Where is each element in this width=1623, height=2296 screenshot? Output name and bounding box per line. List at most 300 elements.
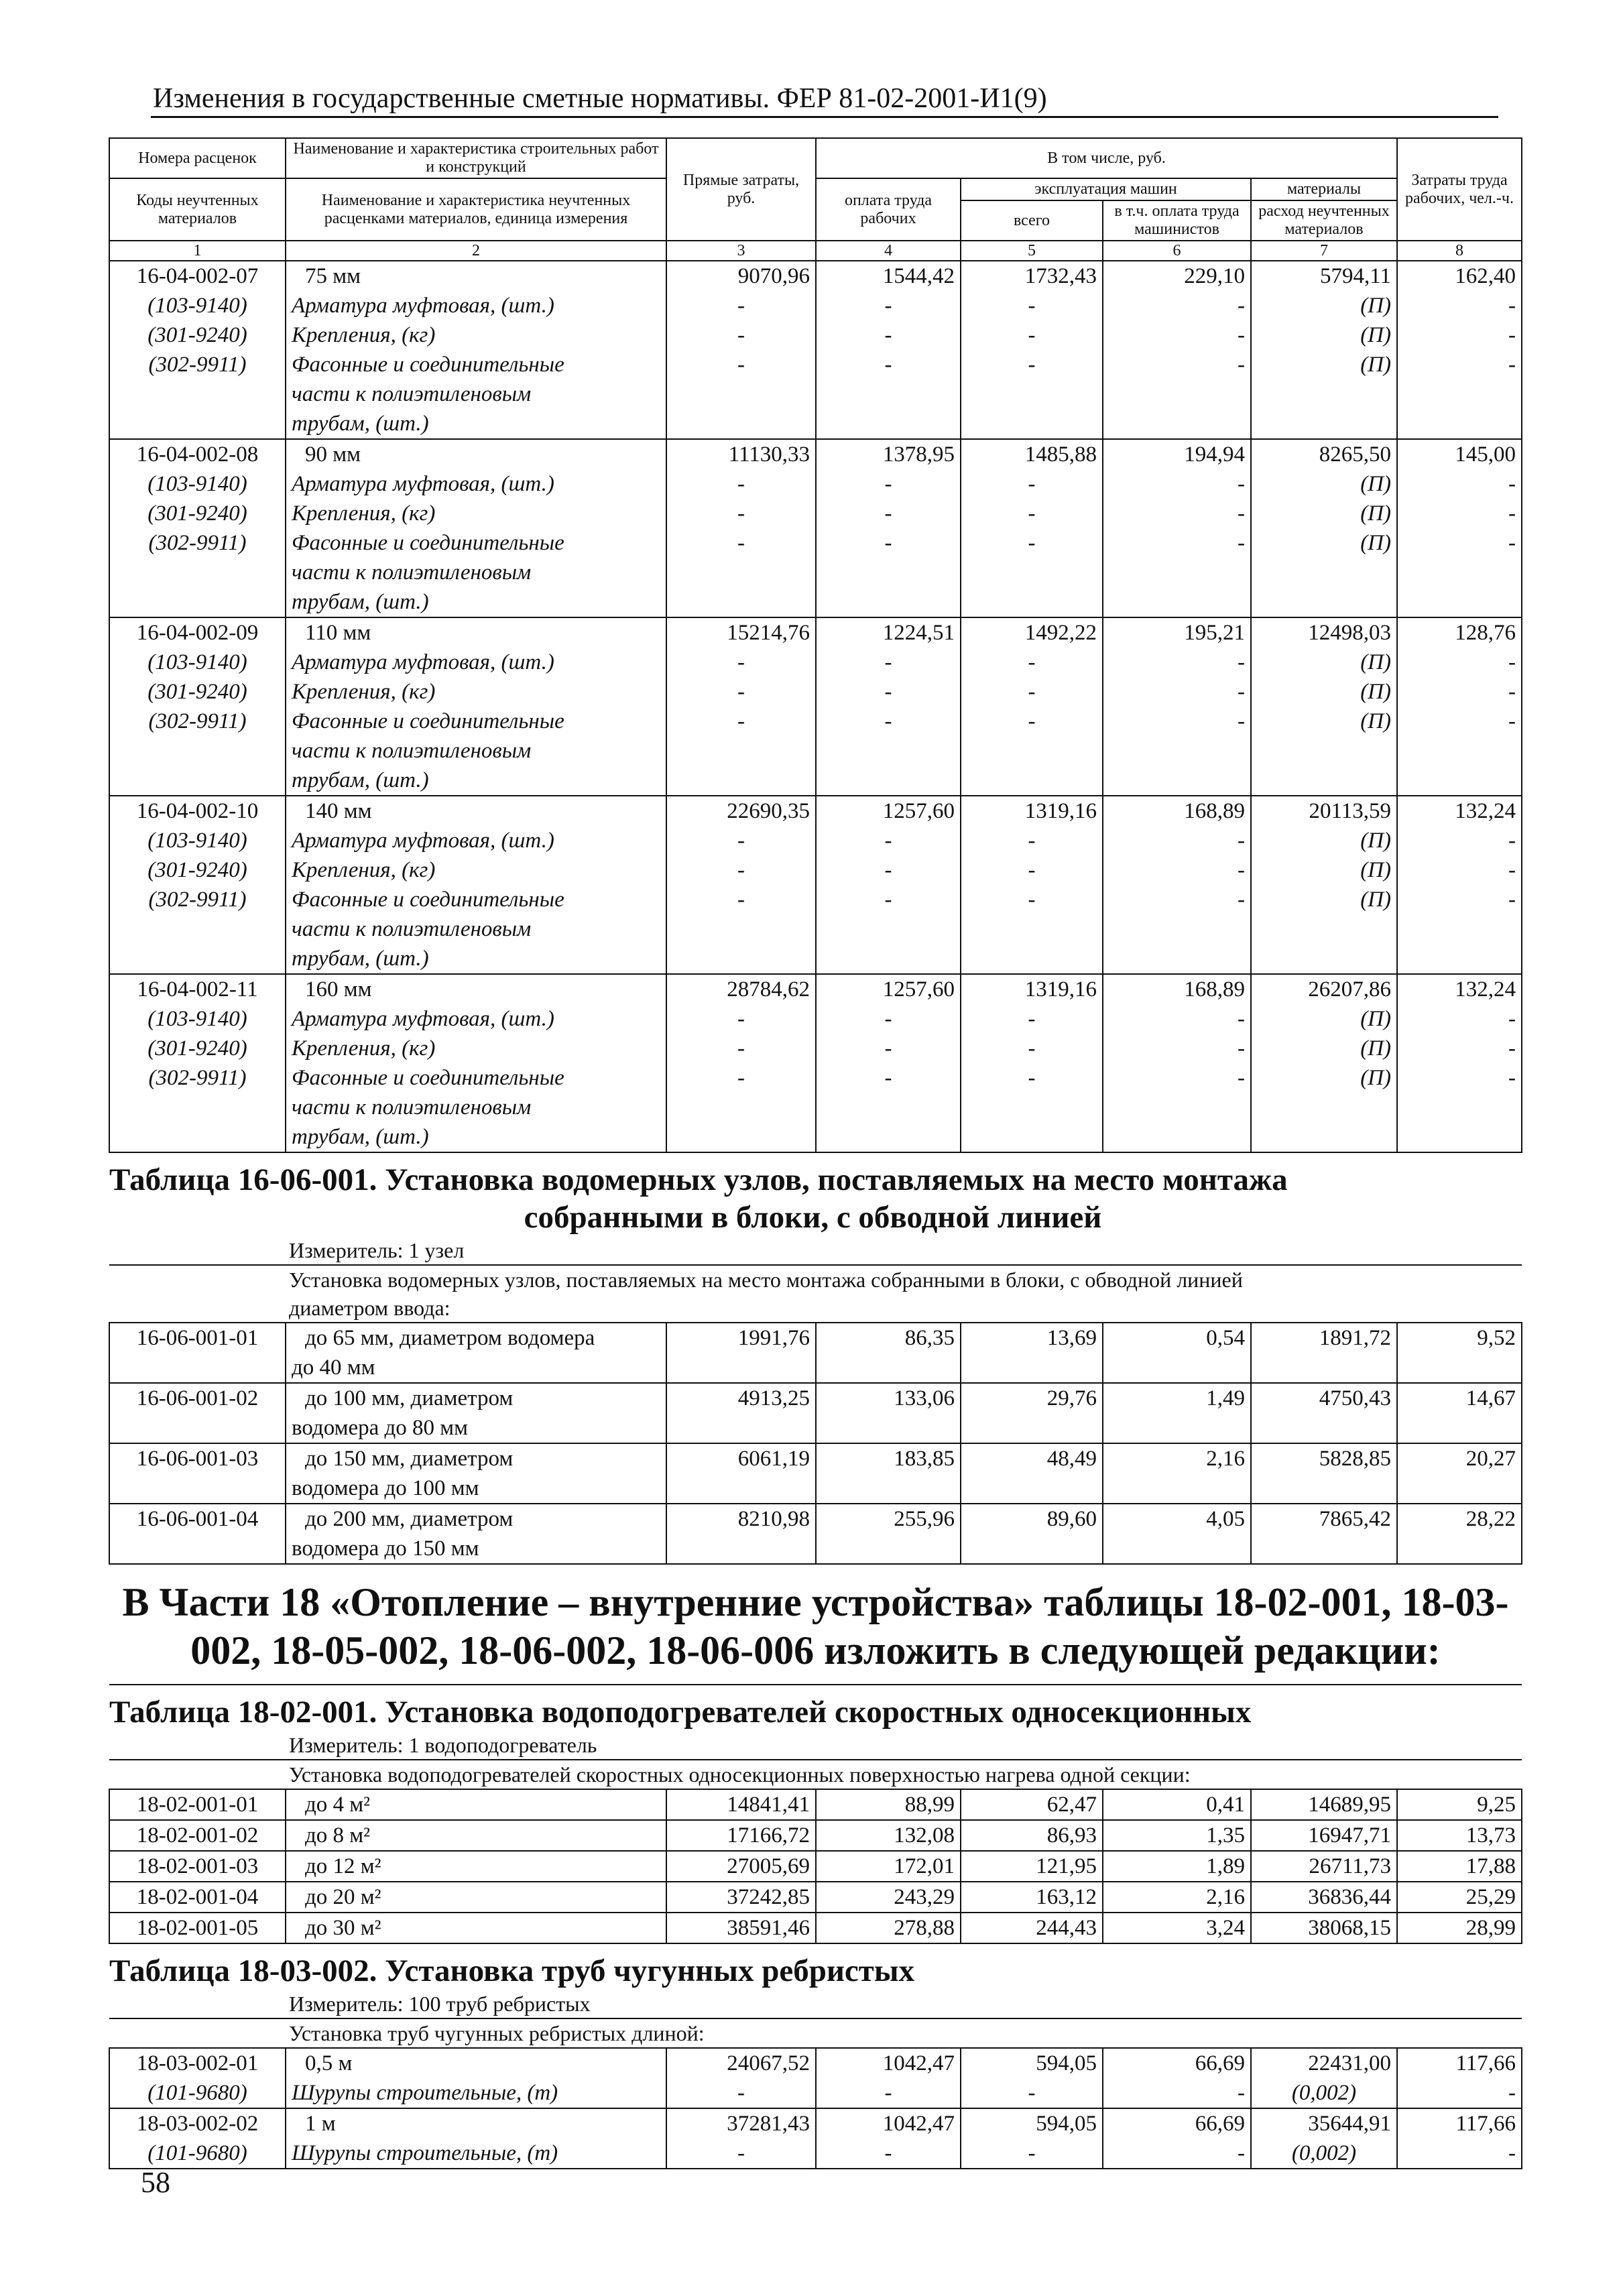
material-code: (103-9140): [109, 469, 286, 499]
worker-pay: 86,35: [816, 1323, 961, 1383]
table-header: [109, 138, 1522, 261]
dash: -: [666, 291, 816, 320]
materials: 4750,43: [1251, 1383, 1397, 1443]
material-name-line: трубам, (шт.): [292, 590, 429, 614]
dash: -: [1103, 707, 1251, 796]
description-line-2: диаметром ввода:: [289, 1296, 450, 1320]
dash: -: [961, 469, 1103, 499]
dash: -: [666, 648, 816, 677]
machinist-pay: 2,16: [1103, 1443, 1251, 1504]
rate-row: [109, 1504, 1522, 1564]
machinist-pay: 4,05: [1103, 1504, 1251, 1564]
worker-pay: 278,88: [816, 1913, 961, 1943]
colnum-8: 8: [1397, 241, 1522, 261]
materials: 7865,42: [1251, 1504, 1397, 1564]
rate-code: 16-04-002-11: [109, 974, 286, 1004]
labor-hours: 25,29: [1397, 1882, 1522, 1913]
colnum-2: 2: [286, 241, 666, 261]
table-title-line-2: собранными в блоки, с обводной линией: [524, 1200, 1102, 1235]
rate-name-line: до 40 мм: [292, 1355, 375, 1380]
machinist-pay: 195,21: [1103, 617, 1251, 648]
material-code: (103-9140): [109, 1004, 286, 1034]
col-direct-costs: Прямые затраты, руб.: [666, 138, 816, 241]
machines-total: 1492,22: [961, 617, 1103, 648]
direct-costs: 28784,62: [666, 974, 816, 1004]
worker-pay: 1042,47: [816, 2048, 961, 2078]
dash: -: [666, 2078, 816, 2108]
rate-name: [286, 1383, 666, 1443]
machines-total: 1319,16: [961, 796, 1103, 826]
material-consumption: (П): [1251, 855, 1397, 885]
material-name: [286, 528, 666, 617]
material-code: (103-9140): [109, 826, 286, 855]
dash: -: [1397, 1004, 1522, 1034]
rate-code: 18-03-002-01: [109, 2048, 286, 2078]
dash: -: [961, 350, 1103, 439]
dash: -: [666, 826, 816, 855]
material-row: [109, 648, 1522, 677]
material-name-line: трубам, (шт.): [292, 412, 429, 436]
rate-row: [109, 2108, 1522, 2138]
worker-pay: 183,85: [816, 1443, 961, 1504]
dash: -: [1397, 350, 1522, 439]
rate-code: 16-06-001-03: [109, 1443, 286, 1504]
table-18-03-002: [109, 1943, 1522, 2048]
materials: 20113,59: [1251, 796, 1397, 826]
rate-name: 160 мм: [286, 974, 666, 1004]
direct-costs: 8210,98: [666, 1504, 816, 1564]
dash: -: [666, 320, 816, 350]
material-consumption: (0,002): [1251, 2138, 1397, 2169]
machines-total: 1485,88: [961, 439, 1103, 469]
rate-name: до 20 м²: [286, 1882, 666, 1913]
material-name-line: трубам, (шт.): [292, 768, 429, 792]
worker-pay: 1378,95: [816, 439, 961, 469]
dash: -: [961, 885, 1103, 974]
rate-row: [109, 439, 1522, 469]
rate-row: [109, 1882, 1522, 1913]
material-name: [286, 1063, 666, 1152]
material-name-line: Фасонные и соединительные: [292, 888, 564, 912]
labor-hours: 20,27: [1397, 1443, 1522, 1504]
material-code: (101-9680): [109, 2138, 286, 2169]
materials: 35644,91: [1251, 2108, 1397, 2138]
dash: -: [1397, 1034, 1522, 1063]
dash: -: [1103, 1063, 1251, 1152]
rate-row: [109, 796, 1522, 826]
material-name-line: Фасонные и соединительные: [292, 1066, 564, 1090]
labor-hours: 17,88: [1397, 1851, 1522, 1882]
material-name: Шурупы строительные, (т): [286, 2138, 666, 2169]
dash: -: [666, 469, 816, 499]
labor-hours: 9,52: [1397, 1323, 1522, 1383]
rate-code: 18-02-001-01: [109, 1789, 286, 1820]
table-description: Установка водоподогревателей скоростных односекционных поверхностью нагрева одной секции:: [109, 1760, 1522, 1789]
machines-total: 48,49: [961, 1443, 1103, 1504]
labor-hours: 132,24: [1397, 974, 1522, 1004]
direct-costs: 37242,85: [666, 1882, 816, 1913]
machinist-pay: 168,89: [1103, 796, 1251, 826]
materials: 22431,00: [1251, 2048, 1397, 2078]
dash: -: [1397, 855, 1522, 885]
material-name: Крепления, (кг): [286, 1034, 666, 1063]
material-row: [109, 885, 1522, 974]
table-description: Установка труб чугунных ребристых длиной:: [109, 2018, 1522, 2048]
material-name: Арматура муфтовая, (шт.): [286, 826, 666, 855]
machinist-pay: 168,89: [1103, 974, 1251, 1004]
worker-pay: 1257,60: [816, 796, 961, 826]
rate-row: [109, 1323, 1522, 1383]
material-code: (301-9240): [109, 499, 286, 528]
dash: -: [1397, 885, 1522, 974]
material-name-line: Фасонные и соединительные: [292, 709, 564, 733]
dash: -: [1397, 826, 1522, 855]
labor-hours: 162,40: [1397, 261, 1522, 291]
labor-hours: 128,76: [1397, 617, 1522, 648]
material-row: [109, 528, 1522, 617]
material-row: [109, 855, 1522, 885]
table-title-line-1: Таблица 16-06-001. Установка водомерных узлов, поставляемых на место монтажа: [109, 1162, 1288, 1197]
direct-costs: 1991,76: [666, 1323, 816, 1383]
machinist-pay: 2,16: [1103, 1882, 1251, 1913]
table-description: [109, 1265, 1522, 1323]
material-row: [109, 320, 1522, 350]
material-name: [286, 350, 666, 439]
dash: -: [816, 350, 961, 439]
labor-hours: 9,25: [1397, 1789, 1522, 1820]
machinist-pay: 1,49: [1103, 1383, 1251, 1443]
machines-total: 1319,16: [961, 974, 1103, 1004]
dash: -: [961, 2138, 1103, 2169]
dash: -: [1103, 469, 1251, 499]
col-material-code: Коды неучтенных материалов: [109, 178, 286, 241]
machinist-pay: 0,54: [1103, 1323, 1251, 1383]
table-16-06-001: [109, 1152, 1522, 1323]
colnum-7: 7: [1251, 241, 1397, 261]
table-16-06-001-rows: [109, 1323, 1522, 1564]
table-title: Таблица 18-03-002. Установка труб чугунных ребристых: [109, 1943, 1522, 1990]
material-code: (302-9911): [109, 528, 286, 617]
rate-name: до 8 м²: [286, 1820, 666, 1851]
dash: -: [1397, 677, 1522, 707]
labor-hours: 145,00: [1397, 439, 1522, 469]
rate-code: 16-04-002-07: [109, 261, 286, 291]
dash: -: [816, 707, 961, 796]
dash: -: [666, 677, 816, 707]
dash: -: [1103, 320, 1251, 350]
dash: -: [961, 528, 1103, 617]
dash: -: [1103, 648, 1251, 677]
material-name: [286, 707, 666, 796]
dash: -: [961, 2078, 1103, 2108]
machinist-pay: 229,10: [1103, 261, 1251, 291]
material-code: (302-9911): [109, 350, 286, 439]
rate-name: 110 мм: [286, 617, 666, 648]
material-consumption: (П): [1251, 1004, 1397, 1034]
material-consumption: (П): [1251, 1063, 1397, 1152]
rate-name: 1 м: [286, 2108, 666, 2138]
machinist-pay: 1,35: [1103, 1820, 1251, 1851]
part-18-line-2: 002, 18-05-002, 18-06-002, 18-06-006 изложить в следующей редакции:: [190, 1628, 1441, 1673]
part-18-line-1: В Части 18 «Отопление – внутренние устройства» таблицы 18-02-001, 18-03-: [122, 1580, 1509, 1624]
material-consumption: (П): [1251, 499, 1397, 528]
rate-row: [109, 1820, 1522, 1851]
page-number: 58: [141, 2166, 170, 2199]
part-18-section: [109, 1564, 1522, 1789]
table-18-02-001-rows: [109, 1789, 1522, 1943]
material-row: [109, 707, 1522, 796]
labor-hours: 28,22: [1397, 1504, 1522, 1564]
measure-unit: Измеритель: 1 узел: [289, 1238, 465, 1262]
dash: -: [1103, 826, 1251, 855]
material-code: (103-9140): [109, 291, 286, 320]
machines-total: 244,43: [961, 1913, 1103, 1943]
col-material-name: Наименование и характеристика неучтенных расценками материалов, единица измерения: [286, 178, 666, 241]
rates-table: [109, 137, 1522, 2169]
dash: -: [961, 648, 1103, 677]
labor-hours: 13,73: [1397, 1820, 1522, 1851]
dash: -: [816, 1063, 961, 1152]
rate-code: 16-06-001-02: [109, 1383, 286, 1443]
material-code: (301-9240): [109, 855, 286, 885]
labor-hours: 132,24: [1397, 796, 1522, 826]
material-row: [109, 499, 1522, 528]
material-consumption: (П): [1251, 291, 1397, 320]
worker-pay: 1042,47: [816, 2108, 961, 2138]
col-material-consumption: расход неучтенных материалов: [1251, 200, 1397, 241]
rate-name-line: до 200 мм, диаметром: [305, 1507, 514, 1531]
material-consumption: (П): [1251, 885, 1397, 974]
dash: -: [1397, 1063, 1522, 1152]
col-worker-pay: оплата труда рабочих: [816, 178, 961, 241]
rate-name: 75 мм: [286, 261, 666, 291]
material-name: Крепления, (кг): [286, 499, 666, 528]
dash: -: [961, 499, 1103, 528]
rate-code: 18-03-002-02: [109, 2108, 286, 2138]
material-code: (301-9240): [109, 320, 286, 350]
dash: -: [1103, 885, 1251, 974]
materials: 36836,44: [1251, 1882, 1397, 1913]
material-name: [286, 885, 666, 974]
materials: 26711,73: [1251, 1851, 1397, 1882]
worker-pay: 243,29: [816, 1882, 961, 1913]
part-18-heading: [109, 1564, 1522, 1685]
dash: -: [666, 707, 816, 796]
direct-costs: 6061,19: [666, 1443, 816, 1504]
material-consumption: (П): [1251, 1034, 1397, 1063]
measure-unit: Измеритель: 100 труб ребристых: [289, 1992, 591, 2016]
rate-code: 18-02-001-04: [109, 1882, 286, 1913]
material-consumption: (П): [1251, 528, 1397, 617]
machines-total: 1732,43: [961, 261, 1103, 291]
worker-pay: 132,08: [816, 1820, 961, 1851]
machines-total: 594,05: [961, 2048, 1103, 2078]
rate-name: [286, 1323, 666, 1383]
rate-row: [109, 1789, 1522, 1820]
rate-code: 18-02-001-05: [109, 1913, 286, 1943]
direct-costs: 22690,35: [666, 796, 816, 826]
worker-pay: 88,99: [816, 1789, 961, 1820]
material-consumption: (П): [1251, 320, 1397, 350]
material-row: [109, 1034, 1522, 1063]
rate-name: [286, 1504, 666, 1564]
col-rate-number: Номера расценок: [109, 138, 286, 178]
material-consumption: (П): [1251, 350, 1397, 439]
material-code: (301-9240): [109, 1034, 286, 1063]
direct-costs: 37281,43: [666, 2108, 816, 2138]
material-name-line: части к полиэтиленовым: [292, 739, 532, 763]
dash: -: [1103, 528, 1251, 617]
worker-pay: 133,06: [816, 1383, 961, 1443]
materials: 12498,03: [1251, 617, 1397, 648]
materials: 1891,72: [1251, 1323, 1397, 1383]
dash: -: [1103, 1034, 1251, 1063]
rate-code: 18-02-001-03: [109, 1851, 286, 1882]
materials: 16947,71: [1251, 1820, 1397, 1851]
dash: -: [816, 1004, 961, 1034]
labor-hours: 117,66: [1397, 2108, 1522, 2138]
rate-row: [109, 1443, 1522, 1504]
direct-costs: 11130,33: [666, 439, 816, 469]
dash: -: [961, 1063, 1103, 1152]
direct-costs: 9070,96: [666, 261, 816, 291]
dash: -: [666, 350, 816, 439]
dash: -: [666, 1004, 816, 1034]
labor-hours: 14,67: [1397, 1383, 1522, 1443]
rate-code: 16-06-001-01: [109, 1323, 286, 1383]
worker-pay: 172,01: [816, 1851, 961, 1882]
material-name-line: части к полиэтиленовым: [292, 382, 532, 406]
material-row: [109, 2078, 1522, 2108]
pipe-rates-block: [109, 261, 1522, 1152]
page-header-title: Изменения в государственные сметные нормативы. ФЕР 81-02-2001-И1(9): [153, 83, 1047, 114]
material-code: (301-9240): [109, 677, 286, 707]
dash: -: [666, 885, 816, 974]
machines-total: 29,76: [961, 1383, 1103, 1443]
material-name: Арматура муфтовая, (шт.): [286, 648, 666, 677]
dash: -: [961, 1034, 1103, 1063]
machines-total: 89,60: [961, 1504, 1103, 1564]
rate-name-line: водомера до 150 мм: [292, 1536, 479, 1561]
rate-name-line: до 100 мм, диаметром: [305, 1386, 514, 1410]
machines-total: 13,69: [961, 1323, 1103, 1383]
material-code: (302-9911): [109, 1063, 286, 1152]
rate-name: до 12 м²: [286, 1851, 666, 1882]
dash: -: [816, 469, 961, 499]
material-row: [109, 350, 1522, 439]
rate-code: 16-04-002-10: [109, 796, 286, 826]
material-row: [109, 1063, 1522, 1152]
dash: -: [666, 1063, 816, 1152]
dash: -: [816, 648, 961, 677]
colnum-6: 6: [1103, 241, 1251, 261]
materials: 14689,95: [1251, 1789, 1397, 1820]
colnum-3: 3: [666, 241, 816, 261]
material-name: Шурупы строительные, (т): [286, 2078, 666, 2108]
direct-costs: 4913,25: [666, 1383, 816, 1443]
rate-row: [109, 1913, 1522, 1943]
material-consumption: (П): [1251, 469, 1397, 499]
machinist-pay: 3,24: [1103, 1913, 1251, 1943]
direct-costs: 24067,52: [666, 2048, 816, 2078]
material-name: Арматура муфтовая, (шт.): [286, 469, 666, 499]
table-title-row: [109, 1152, 1522, 1236]
dash: -: [961, 291, 1103, 320]
material-row: [109, 2138, 1522, 2169]
material-consumption: (П): [1251, 707, 1397, 796]
col-work-name: Наименование и характеристика строительных работ и конструкций: [286, 138, 666, 178]
colnum-4: 4: [816, 241, 961, 261]
material-name-line: трубам, (шт.): [292, 1125, 429, 1149]
dash: -: [666, 499, 816, 528]
dash: -: [1103, 2078, 1251, 2108]
worker-pay: 255,96: [816, 1504, 961, 1564]
dash: -: [961, 320, 1103, 350]
rate-name: до 30 м²: [286, 1913, 666, 1943]
rate-row: [109, 261, 1522, 291]
material-code: (101-9680): [109, 2078, 286, 2108]
colnum-5: 5: [961, 241, 1103, 261]
dash: -: [1103, 291, 1251, 320]
rate-row: [109, 2048, 1522, 2078]
machinist-pay: 1,89: [1103, 1851, 1251, 1882]
materials: 38068,15: [1251, 1913, 1397, 1943]
material-name-line: части к полиэтиленовым: [292, 560, 532, 585]
dash: -: [1397, 707, 1522, 796]
worker-pay: 1544,42: [816, 261, 961, 291]
dash: -: [816, 2138, 961, 2169]
dash: -: [1103, 499, 1251, 528]
dash: -: [816, 826, 961, 855]
rate-name-line: до 150 мм, диаметром: [305, 1447, 514, 1471]
labor-hours: 117,66: [1397, 2048, 1522, 2078]
dash: -: [1397, 528, 1522, 617]
dash: -: [816, 855, 961, 885]
material-code: (103-9140): [109, 648, 286, 677]
col-group-machines: эксплуатация машин: [961, 178, 1251, 200]
dash: -: [961, 677, 1103, 707]
materials: 26207,86: [1251, 974, 1397, 1004]
rate-code: 16-04-002-09: [109, 617, 286, 648]
direct-costs: 14841,41: [666, 1789, 816, 1820]
measure-unit: Измеритель: 1 водоподогреватель: [289, 1733, 597, 1757]
machines-total: 86,93: [961, 1820, 1103, 1851]
direct-costs: 27005,69: [666, 1851, 816, 1882]
col-machinist-pay: в т.ч. оплата труда машинистов: [1103, 200, 1251, 241]
dash: -: [961, 826, 1103, 855]
material-name-line: части к полиэтиленовым: [292, 917, 532, 941]
rate-code: 16-04-002-08: [109, 439, 286, 469]
machines-total: 62,47: [961, 1789, 1103, 1820]
machinist-pay: 66,69: [1103, 2108, 1251, 2138]
machinist-pay: 0,41: [1103, 1789, 1251, 1820]
materials: 5828,85: [1251, 1443, 1397, 1504]
dash: -: [1397, 291, 1522, 320]
direct-costs: 38591,46: [666, 1913, 816, 1943]
material-name: Крепления, (кг): [286, 320, 666, 350]
material-name: Арматура муфтовая, (шт.): [286, 1004, 666, 1034]
rate-row: [109, 974, 1522, 1004]
material-name-line: части к полиэтиленовым: [292, 1095, 532, 1120]
dash: -: [816, 677, 961, 707]
dash: -: [666, 528, 816, 617]
direct-costs: 17166,72: [666, 1820, 816, 1851]
material-name-line: Фасонные и соединительные: [292, 353, 564, 377]
rate-name: 140 мм: [286, 796, 666, 826]
page-header: [151, 79, 1498, 118]
dash: -: [1397, 648, 1522, 677]
rate-row: [109, 1851, 1522, 1882]
